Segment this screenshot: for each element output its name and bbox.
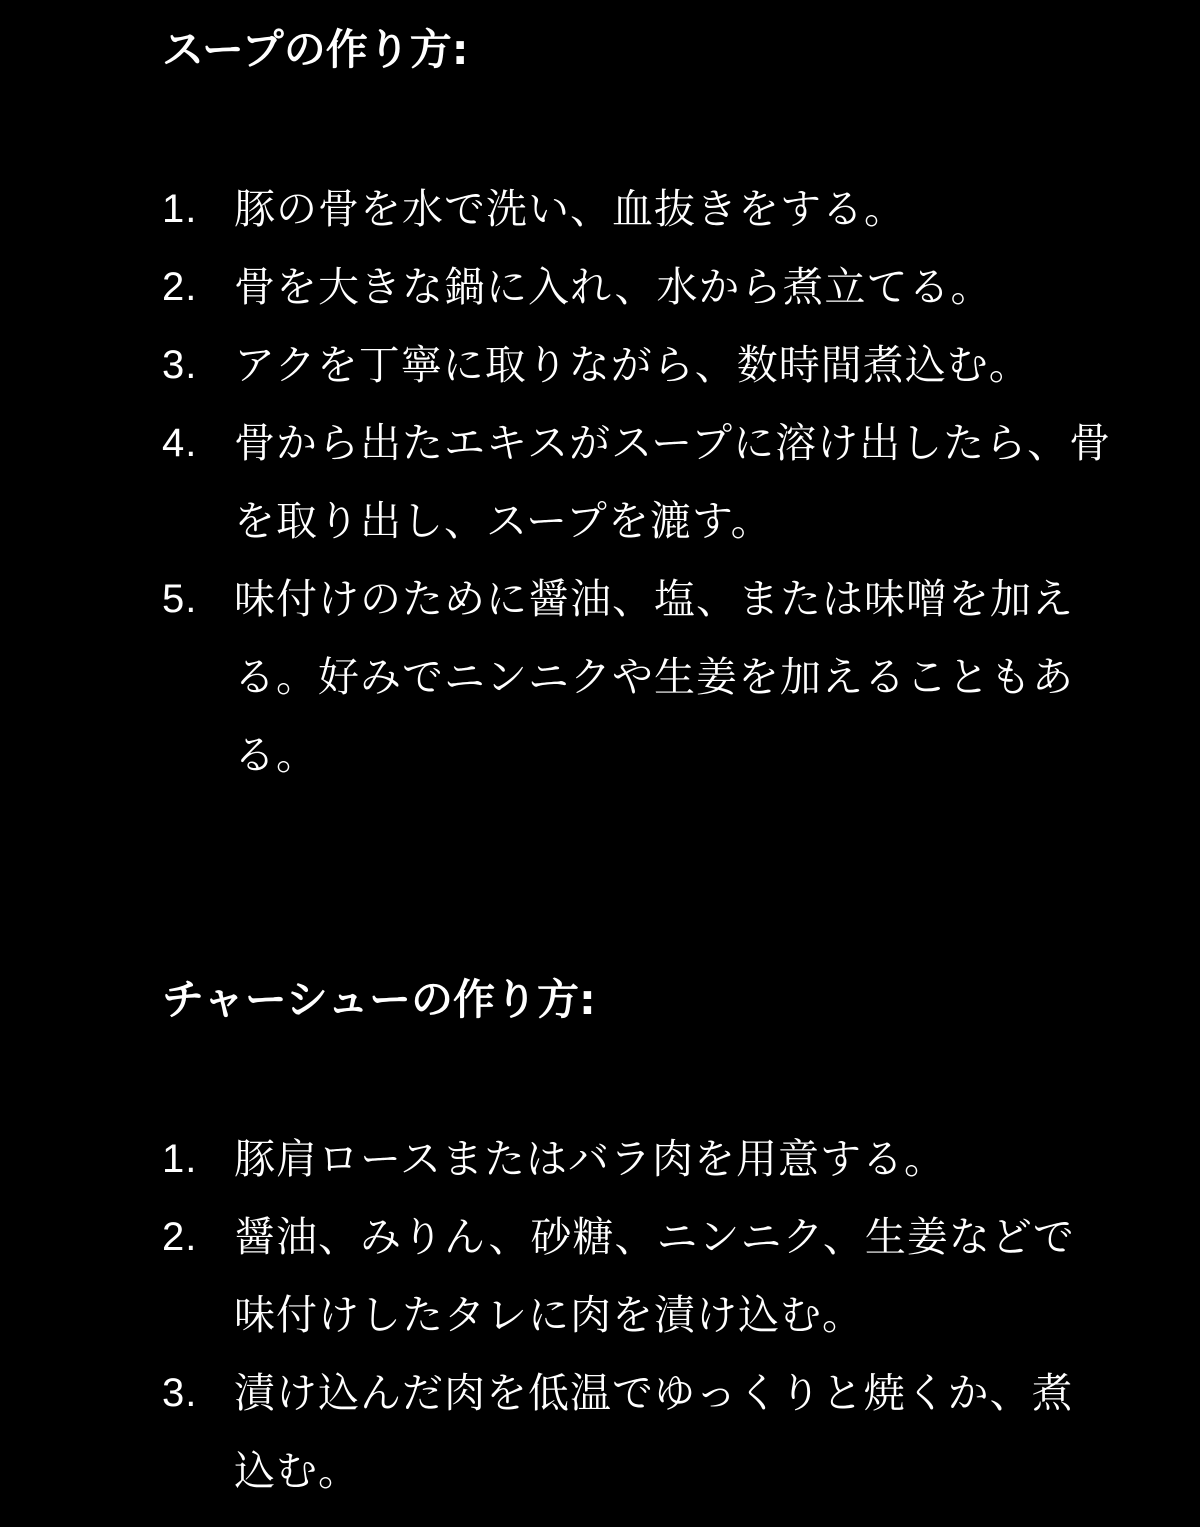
step-text: 味付けのために醤油、塩、または味噌を加える。好みでニンニクや生姜を加えることもある。 [234, 575, 1074, 779]
step-number: 2. [162, 265, 198, 309]
step-text: 漬け込んだ肉を低温でゆっくりと焼くか、煮込む。 [234, 1369, 1074, 1495]
step-number: 5. [162, 577, 198, 621]
step-number: 4. [162, 421, 198, 465]
chashu-steps-list [162, 1120, 1122, 1510]
list-item [162, 326, 1122, 404]
list-item [162, 1120, 1122, 1198]
chashu-section-heading: チャーシューの作り方: [162, 975, 596, 1024]
step-number: 2. [162, 1215, 198, 1259]
step-number: 1. [162, 187, 198, 231]
step-text: 骨から出たエキスがスープに溶け出したら、骨を取り出し、スープを漉す。 [234, 419, 1112, 545]
list-item [162, 248, 1122, 326]
step-text: 骨を大きな鍋に入れ、水から煮立てる。 [234, 263, 993, 311]
list-item [162, 170, 1122, 248]
soup-section-heading: スープの作り方: [162, 25, 469, 74]
step-text: 豚肩ロースまたはバラ肉を用意する。 [234, 1135, 946, 1183]
step-number: 3. [162, 1371, 198, 1415]
step-text: 醤油、みりん、砂糖、ニンニク、生姜などで味付けしたタレに肉を漬け込む。 [234, 1213, 1075, 1339]
step-text: アクを丁寧に取りながら、数時間煮込む。 [234, 341, 1031, 389]
step-number: 1. [162, 1137, 198, 1181]
list-item [162, 560, 1122, 794]
step-number: 3. [162, 343, 198, 387]
list-item [162, 404, 1122, 560]
step-text: 豚の骨を水で洗い、血抜きをする。 [234, 185, 906, 233]
list-item [162, 1354, 1122, 1510]
list-item [162, 1198, 1122, 1354]
soup-steps-list [162, 170, 1122, 794]
